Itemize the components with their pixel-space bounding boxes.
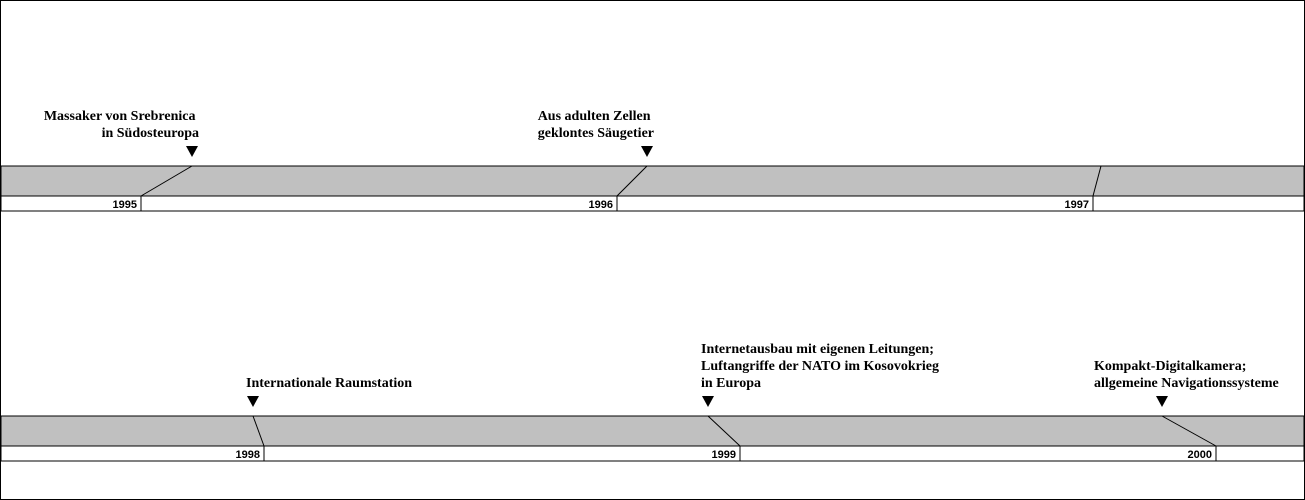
event-line: Aus adulten Zellen [537,109,651,124]
event-marker [247,396,259,407]
year-strip [1,446,1304,461]
year-label-2000: 2000 [1187,449,1212,461]
svg-text:Internationale Raumstation [246,376,412,391]
year-label-1999: 1999 [711,449,736,461]
event-marker [702,396,714,407]
year-label-1995: 1995 [112,199,137,211]
event-line: allgemeine Navigationssysteme [1094,376,1279,391]
event-line: Internetausbau mit eigenen Leitungen; [701,342,934,357]
event-marker [1156,396,1168,407]
event-line: Kompakt-Digitalkamera; [1094,359,1247,374]
event-marker [641,146,653,157]
timeline-row-1 [1,109,1304,211]
year-strip [1,196,1304,211]
year-label-1997: 1997 [1064,199,1089,211]
timeline-row-2 [1,342,1304,461]
svg-text:Internetausbau mit eigenen Lei [701,342,943,391]
event-line: Massaker von Srebrenica [43,109,196,124]
event-line: in Südosteuropa [101,126,199,141]
timeline-band [1,416,1304,446]
event-marker [186,146,198,157]
year-label-1998: 1998 [235,449,260,461]
timeline-band [1,166,1304,196]
svg-text:Kompakt-Digitalkamera; [1094,359,1279,391]
svg-text:Massaker von Srebrenica [44,109,199,141]
event-line: geklontes Säugetier [537,126,654,141]
event-line: Luftangriffe der NATO im Kosovokrieg [701,359,939,374]
event-line: Internationale Raumstation [246,376,413,391]
event-line: in Europa [701,376,762,391]
year-label-1996: 1996 [588,199,613,211]
svg-text:Aus adulten Zellen gek [538,109,654,141]
